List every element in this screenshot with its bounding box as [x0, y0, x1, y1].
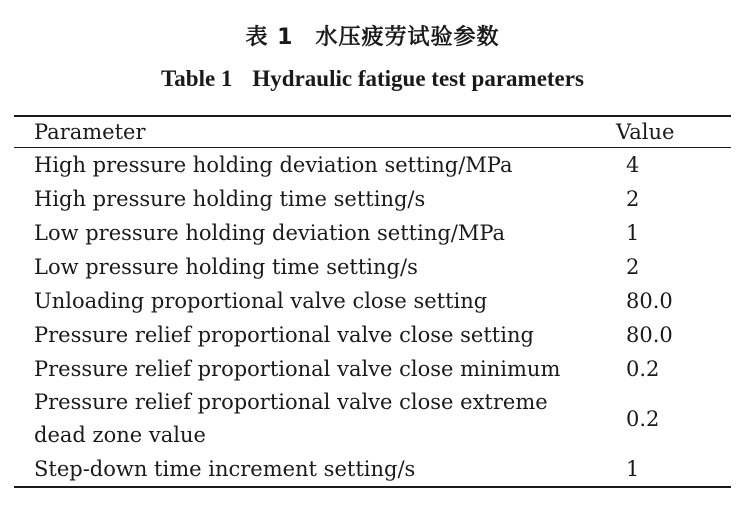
row-value: 0.2 — [626, 407, 660, 431]
row-parameter: Step-down time increment setting/s — [34, 457, 416, 481]
row-value: 4 — [626, 153, 640, 177]
row-value: 80.0 — [626, 323, 673, 347]
header-value: Value — [616, 120, 675, 144]
row-value: 2 — [626, 187, 640, 211]
table-row — [14, 148, 731, 182]
table-row — [14, 182, 731, 216]
table-row — [14, 352, 731, 386]
header-parameter: Parameter — [34, 120, 146, 144]
table-row — [14, 216, 731, 250]
row-parameter-line2: dead zone value — [34, 423, 206, 447]
table-row — [14, 284, 731, 318]
row-parameter: High pressure holding time setting/s — [34, 187, 426, 211]
table-caption-english — [0, 66, 745, 92]
table-caption-chinese — [0, 20, 745, 51]
row-value: 1 — [626, 221, 640, 245]
table-row — [14, 318, 731, 352]
header-row — [14, 117, 731, 147]
row-value: 0.2 — [626, 357, 660, 381]
caption-en-number: Table 1 — [161, 66, 233, 91]
row-parameter: Low pressure holding time setting/s — [34, 255, 418, 279]
row-parameter — [14, 386, 614, 452]
row-parameter-line1: Pressure relief proportional valve close extreme — [34, 390, 548, 414]
row-parameter: Unloading proportional valve close setting — [34, 289, 488, 313]
row-parameter: Pressure relief proportional valve close setting — [34, 323, 534, 347]
parameters-table-container — [14, 115, 731, 488]
row-parameter: High pressure holding deviation setting/MPa — [34, 153, 513, 177]
table-row — [14, 452, 731, 486]
parameters-table — [14, 117, 731, 147]
row-value: 1 — [626, 457, 640, 481]
row-value: 80.0 — [626, 289, 673, 313]
caption-cn-number: 表 1 — [245, 25, 294, 50]
row-value: 2 — [626, 255, 640, 279]
table-row — [14, 250, 731, 284]
table-row — [14, 386, 731, 452]
caption-cn-title: 水压疲劳试验参数 — [315, 25, 500, 50]
row-parameter: Pressure relief proportional valve close minimum — [34, 357, 561, 381]
bottom-rule — [14, 486, 731, 488]
row-parameter: Low pressure holding deviation setting/MPa — [34, 221, 506, 245]
caption-en-title: Hydraulic fatigue test parameters — [252, 66, 584, 91]
parameters-table-body — [14, 148, 731, 486]
